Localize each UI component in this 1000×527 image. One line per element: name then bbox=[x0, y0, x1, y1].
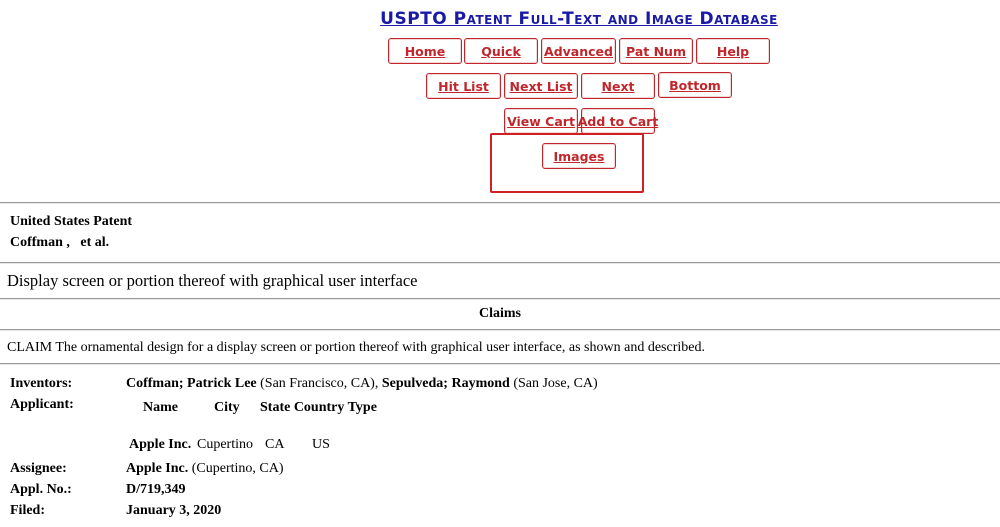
filed-value: January 3, 2020 bbox=[126, 503, 222, 518]
assignee-location: (Cupertino, CA) bbox=[188, 461, 284, 476]
hit-list-button[interactable]: Hit List bbox=[426, 73, 501, 99]
applicant-column-city: City bbox=[214, 400, 240, 415]
assignee-value bbox=[126, 461, 284, 477]
quick-button[interactable]: Quick bbox=[464, 38, 538, 64]
images-highlight-box bbox=[490, 133, 644, 193]
divider bbox=[0, 329, 1000, 331]
inventors-value bbox=[126, 376, 598, 392]
advanced-button[interactable]: Advanced bbox=[541, 38, 616, 64]
inventor-name: Coffman; Patrick Lee bbox=[126, 376, 257, 391]
pat-num-button[interactable]: Pat Num bbox=[619, 38, 693, 64]
inventor-location: (San Jose, CA) bbox=[509, 376, 598, 391]
next-button[interactable]: Next bbox=[581, 73, 655, 99]
appl-no-label: Appl. No.: bbox=[10, 482, 72, 497]
patent-authors bbox=[10, 235, 109, 251]
divider bbox=[0, 202, 1000, 204]
view-cart-button[interactable]: View Cart bbox=[504, 108, 578, 134]
applicant-label: Applicant: bbox=[10, 397, 74, 412]
help-button[interactable]: Help bbox=[696, 38, 770, 64]
et-al: et al. bbox=[80, 235, 110, 250]
claims-heading: Claims bbox=[479, 306, 521, 321]
applicant-column-state-country-type: State Country Type bbox=[260, 400, 377, 415]
appl-no-value: D/719,349 bbox=[126, 482, 186, 497]
claim-text: CLAIM The ornamental design for a display screen or portion thereof with graphical user interface, as shown and described. bbox=[7, 340, 705, 355]
applicant-city: Cupertino bbox=[197, 437, 253, 452]
database-title-link[interactable]: USPTO Patent Full-Text and Image Database bbox=[380, 9, 778, 29]
filed-label: Filed: bbox=[10, 503, 45, 518]
inventor-name: Sepulveda; Raymond bbox=[381, 376, 510, 391]
assignee-label: Assignee: bbox=[10, 461, 67, 476]
bottom-button[interactable]: Bottom bbox=[658, 72, 732, 98]
applicant-column-name: Name bbox=[143, 400, 178, 415]
home-button[interactable]: Home bbox=[388, 38, 462, 64]
applicant-name: Apple Inc. bbox=[129, 437, 192, 452]
inventor-location: (San Francisco, CA), bbox=[256, 376, 382, 391]
patent-header-line: United States Patent bbox=[10, 214, 133, 229]
assignee-name: Apple Inc. bbox=[126, 461, 189, 476]
inventors-label: Inventors: bbox=[10, 376, 73, 391]
divider bbox=[0, 262, 1000, 264]
add-to-cart-button[interactable]: Add to Cart bbox=[581, 108, 655, 134]
applicant-state: CA bbox=[265, 437, 285, 452]
images-button[interactable]: Images bbox=[542, 143, 616, 169]
authors-short: Coffman , bbox=[10, 235, 70, 250]
patent-title: Display screen or portion thereof with graphical user interface bbox=[7, 271, 418, 290]
divider bbox=[0, 298, 1000, 300]
applicant-country: US bbox=[312, 437, 330, 452]
divider bbox=[0, 363, 1000, 365]
next-list-button[interactable]: Next List bbox=[504, 73, 578, 99]
